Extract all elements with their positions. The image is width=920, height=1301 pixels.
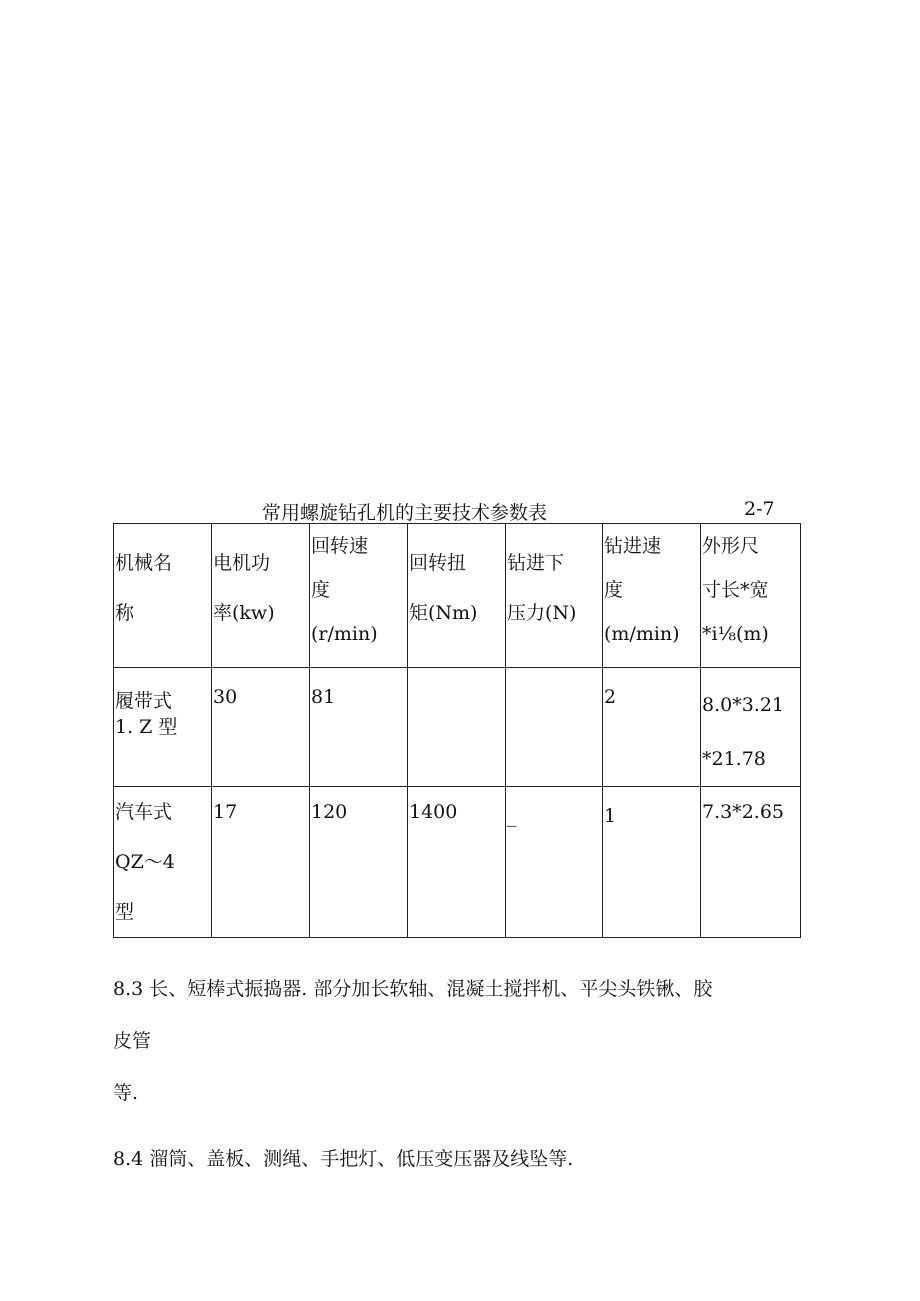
cell-machine-name xyxy=(114,668,212,787)
header-text: 机械名 xyxy=(115,552,173,574)
cell-text: QZ～4 xyxy=(115,851,175,873)
cell-size xyxy=(701,668,801,787)
header-cell-size xyxy=(701,524,801,668)
header-text: 钻进速 xyxy=(604,535,662,557)
cell-machine-name xyxy=(114,787,212,938)
paragraph-8-4: 8.4 溜筒、盖板、测绳、手把灯、低压变压器及线坠等. xyxy=(113,1148,574,1170)
paragraph-8-3-line-3: 等. xyxy=(113,1082,139,1104)
header-cell-power xyxy=(212,524,310,668)
cell-speed: 81 xyxy=(310,668,408,787)
cell-size xyxy=(701,787,801,938)
header-text: 度 xyxy=(311,579,331,601)
header-cell-name xyxy=(114,524,212,668)
paragraph-8-3-line-1: 8.3 长、短棒式振捣器. 部分加长软轴、混凝土搅拌机、平尖头铁锹、胶 xyxy=(113,978,713,1000)
cell-text: 8.0*3.21 xyxy=(702,694,785,716)
header-text: 钻进下 xyxy=(507,552,565,574)
header-text: 电机功 xyxy=(213,552,271,574)
header-text: 矩(Nm) xyxy=(409,602,478,624)
header-cell-drill-speed xyxy=(603,524,701,668)
paragraph-8-3-line-2: 皮管 xyxy=(113,1030,152,1052)
drill-params-table xyxy=(113,523,801,938)
cell-text: 7.3*2.65 xyxy=(702,801,785,823)
cell-drill-speed: 1 xyxy=(603,787,701,938)
cell-pressure: _ xyxy=(506,787,603,938)
header-text: 率(kw) xyxy=(213,602,275,624)
table-title: 常用螺旋钻孔机的主要技术参数表 xyxy=(262,502,548,524)
header-text: 外形尺 xyxy=(702,535,760,557)
cell-drill-speed: 2 xyxy=(603,668,701,787)
table-row xyxy=(114,668,801,787)
header-text: 回转扭 xyxy=(409,552,467,574)
table-number: 2-7 xyxy=(744,498,775,520)
header-text: 寸长*宽 xyxy=(702,579,769,601)
header-text: 度 xyxy=(604,579,624,601)
header-text: (m/min) xyxy=(604,623,680,645)
cell-pressure xyxy=(506,668,603,787)
cell-text: 汽车式 xyxy=(115,801,173,823)
header-cell-pressure xyxy=(506,524,603,668)
table-header-row xyxy=(114,524,801,668)
header-text: 回转速 xyxy=(311,535,369,557)
header-text: 称 xyxy=(115,602,135,624)
cell-torque xyxy=(408,668,506,787)
cell-power: 17 xyxy=(212,787,310,938)
table-caption xyxy=(0,498,920,524)
cell-text: 履带式 xyxy=(115,690,173,712)
cell-speed: 120 xyxy=(310,787,408,938)
header-text: 压力(N) xyxy=(507,602,577,624)
header-cell-speed xyxy=(310,524,408,668)
header-cell-torque xyxy=(408,524,506,668)
cell-power: 30 xyxy=(212,668,310,787)
cell-text: 型 xyxy=(115,901,135,923)
cell-text: *21.78 xyxy=(702,748,766,770)
cell-text: 1. Z 型 xyxy=(115,716,178,738)
table-row xyxy=(114,787,801,938)
header-text: (r/min) xyxy=(311,623,378,645)
header-text: *i⅛(m) xyxy=(702,623,769,645)
cell-torque: 1400 xyxy=(408,787,506,938)
